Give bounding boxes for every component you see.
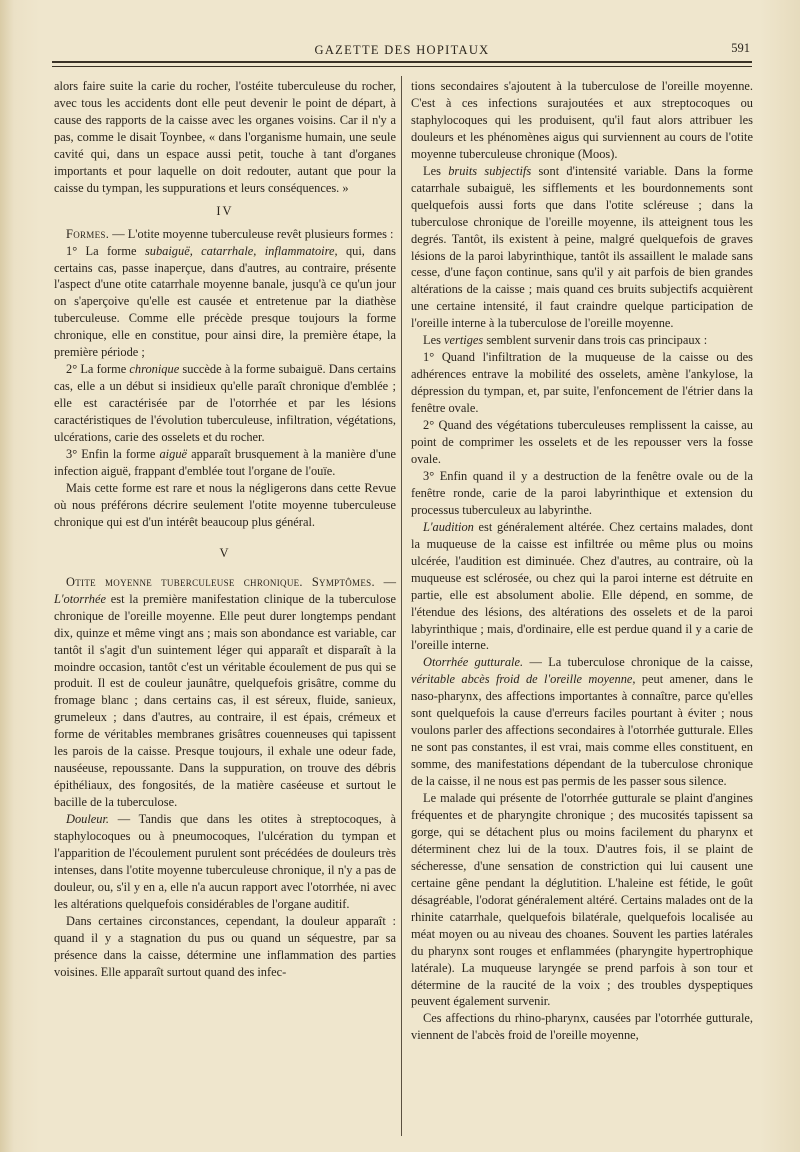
paragraph: alors faire suite la carie du rocher, l'ostéite tuberculeuse du rocher, avec tous les accidents dont elle peut devenir le point de départ, à cause des rapports de la caisse avec les organes voisins. Car il n'y a pas, comme le disait Toynbee, « dans l'organisme humain, une seule cavité qui, dans un espace aussi petit, touche à tant d'organes importants et pour laquelle on doit redouter, autant que pour la caisse du tympan, les suppurations et leurs conséquences. » (54, 79, 396, 195)
paragraph: L'audition est généralement altérée. Chez certains malades, dont la muqueuse de la caisse est infiltrée ou même plus ou moins ulcérée, l'audition est diminuée. Chez d'autres, au contraire, où la muqueuse est sclérosée, ou chez qui la paroi interne est détruite en partie, elle est absolument abolie. Elle dépend, en somme, de l'étendue des lésions, des altérations des osselets et de la paroi labyrinthique ; mais, d'ordinaire, elle est perdue quand il y a carie de l'oreille interne. (411, 519, 753, 653)
italic-term: L'otorrhée (54, 591, 106, 606)
header-rule-thin (52, 66, 752, 67)
italic-term: L'audition (423, 519, 474, 534)
column-divider (401, 76, 402, 1136)
paragraph: 1° La forme subaiguë, catarrhale, inflammatoire, qui, dans certains cas, passe inaperçue, dans d'autres, au contraire, présente l'aspect d'une otite catarrhale moyenne banale, jusqu'à ce qu'un jour on s'aperçoive qu'elle est causée et entretenue par la diathèse tuberculeuse. Comme elle précède presque toujours la forme chronique, elle en constitue, pour ainsi dire, la première étape, la première période ; (54, 243, 396, 360)
paragraph: 2° La forme chronique succède à la forme subaiguë. Dans certains cas, elle a un début si insidieux qu'elle paraît chronique d'emblée ; elle est caractérisée par de l'otorrhée et par les lésions caractéristiques de l'évolution tuberculeuse, infiltration, végétations, ulcérations, carie des osselets et du rocher. (54, 362, 396, 445)
paragraph: tions secondaires s'ajoutent à la tuberculose de l'oreille moyenne. C'est à ces infections surajoutées et aux streptocoques ou staphylocoques qui les produisent, qu'il faut alors attribuer les douleurs et les phénomènes aigus qui surviennent au cours de l'otite moyenne tuberculeuse chronique (Moos). (411, 79, 753, 161)
section-heading: Formes. (66, 226, 110, 241)
paragraph: 3° Enfin quand il y a destruction de la fenêtre ovale ou de la fenêtre ronde, carie de la paroi labyrinthique et extension du processus tuberculeux au labyrinthe. (411, 468, 753, 517)
paragraph: Otorrhée gutturale. — La tuberculose chronique de la caisse, véritable abcès froid de l'oreille moyenne, peut amener, dans le naso-pharynx, des affections importantes à connaître, parce qu'elles sont quelquefois la cause d'erreurs faciles pourtant à éviter ; nous voulons parler des affections secondaires à l'otorrhée gutturale. Elles ne sont pas constantes, il est vrai, mais comme elles constituent, en somme, des manifestations dépendant de la tuberculose chronique de la caisse, il ne nous est pas permis de les passer sous silence. (411, 655, 754, 789)
paragraph: 2° Quand des végétations tuberculeuses remplissent la caisse, au point de comprimer les osselets et de les repousser vers la fosse ovale. (411, 418, 753, 466)
paragraph: 3° Enfin la forme aiguë apparaît brusquement à la manière d'une infection aiguë, frappant d'emblée tout l'organe de l'ouïe. (54, 447, 396, 478)
italic-term: Douleur. (66, 812, 110, 827)
paragraph: Mais cette forme est rare et nous la négligerons dans cette Revue où nous préférons décrire seulement l'otite moyenne tuberculeuse chronique qui est d'un intérêt beaucoup plus général. (54, 480, 396, 529)
page-number: 591 (731, 41, 750, 55)
italic-term: vertiges (444, 333, 484, 348)
header-rule-thick (52, 61, 752, 63)
section-number: IV (216, 203, 234, 218)
italic-term: aiguë (159, 447, 188, 462)
italic-term: véritable abcès froid de l'oreille moyenne, (411, 672, 636, 687)
paragraph: Douleur. — Tandis que dans les otites à streptocoques, à staphylocoques ou à pneumocoques, l'ulcération du tympan et l'apparition de l'écoulement purulent sont précédées de douleurs très intenses, dans l'otite moyenne tuberculeuse chronique, il n'y a pas de douleur, ou, s'il y en a, elle n'a aucun rapport avec l'otorrhée, ni avec les altérations quelquefois considérables de l'organe auditif. (54, 812, 396, 911)
paragraph: Dans certaines circonstances, cependant, la douleur apparaît : quand il y a stagnation du pus ou quand un séquestre, par sa présence dans la caisse, détermine une inflammation des parties voisines. Elle apparaît surtout quand des infec- (54, 913, 396, 979)
right-column (411, 78, 753, 1044)
paragraph: Le malade qui présente de l'otorrhée gutturale se plaint d'angines fréquentes et de pharyngite chronique ; des mucosités tapissent sa gorge, qui se détachent plus ou moins facilement du pharynx et déterminent chez lui de la toux. D'autres fois, il se plaint de sécheresse, d'une sensation de constriction qui lui causent une certaine gêne pendant la déglutition. L'haleine est fétide, le goût désagréable, l'odorat généralement altéré. Certains malades ont de la rhinite catarrhale, quelquefois bilatérale, quelquefois localisée au méat moyen ou au niveau des choanes. Souvent les parties latérales du pharynx sont rouges et enflammées (pharyngite hypertrophique latérale). La muqueuse laryngée se prend parfois à son tour et détermine de la raucité de la voix ; des troubles dyspeptiques peuvent également survenir. (411, 791, 753, 1009)
page-header (52, 38, 752, 58)
paragraph: Les vertiges semblent survenir dans trois cas principaux : (423, 333, 708, 348)
journal-title: GAZETTE DES HOPITAUX (314, 43, 490, 57)
left-column (54, 78, 396, 981)
section-number: V (219, 545, 231, 560)
italic-term: bruits subjectifs (448, 163, 532, 178)
paragraph: Les bruits subjectifs sont d'intensité variable. Dans la forme catarrhale subaiguë, les sifflements et les bourdonnements sont quelquefois aussi forts que dans l'otite scléreuse ; dans la tuberculose chronique de l'oreille moyenne, ils atteignent tous les degrés. Tantôt, ils existent à peine, malgré quelquefois de graves lésions de la paroi labyrinthique, tantôt ils assaillent le malade sans cesse, d'une façon continue, sans qu'il y ait parfois de bien grandes altérations de la caisse ; mais quand ces bruits subjectifs acquièrent une certaine intensité, il faut craindre quelque participation de l'oreille interne à la tuberculose de l'oreille moyenne. (411, 163, 753, 331)
italic-term: subaiguë, catarrhale, inflammatoire, (144, 243, 338, 258)
paragraph: Ces affections du rhino-pharynx, causées par l'otorrhée gutturale, viennent de l'abcès froid de l'oreille moyenne, (411, 1011, 753, 1043)
paragraph: 1° Quand l'infiltration de la muqueuse de la caisse ou des adhérences entrave la mobilité des osselets, amène l'ankylose, la dépression du tympan, et, par suite, l'enfoncement de l'étrier dans la fenêtre ovale. (411, 350, 753, 416)
italic-term: chronique (129, 362, 180, 377)
italic-term: Otorrhée gutturale. (423, 655, 524, 670)
paragraph: Otite moyenne tuberculeuse chronique. Symptômes. — L'otorrhée est la première manifestation clinique de la tuberculose chronique de l'oreille moyenne. Elle peut durer longtemps pendant dix, quinze et même vingt ans ; mais son abondance est variable, car tantôt il s'agit d'un suintement léger qui apparaît et disparaît à la moindre occasion, tantôt c'est un véritable écoulement de pus qui se produit. Il est de couleur jaunâtre, quelquefois grisâtre, comme du fromage blanc ; dans certains cas, il est séreux, fluide, sanieux, grumeleux ; dans d'autres, au contraire, il est épais, crémeux et forme de véritables membranes grisâtres couenneuses qui tapissent les parois de la caisse. Presque toujours, il exhale une odeur fade, nauséeuse, repoussante. Dans la suppuration, on trouve des débris épithéliaux, des fongosités, de la matière caséeuse et surtout le bacille de la tuberculose. (54, 574, 396, 810)
paragraph: Formes. — L'otite moyenne tuberculeuse revêt plusieurs formes : (66, 226, 394, 241)
section-heading: Otite moyenne tuberculeuse chronique. Symptômes. (66, 574, 375, 589)
